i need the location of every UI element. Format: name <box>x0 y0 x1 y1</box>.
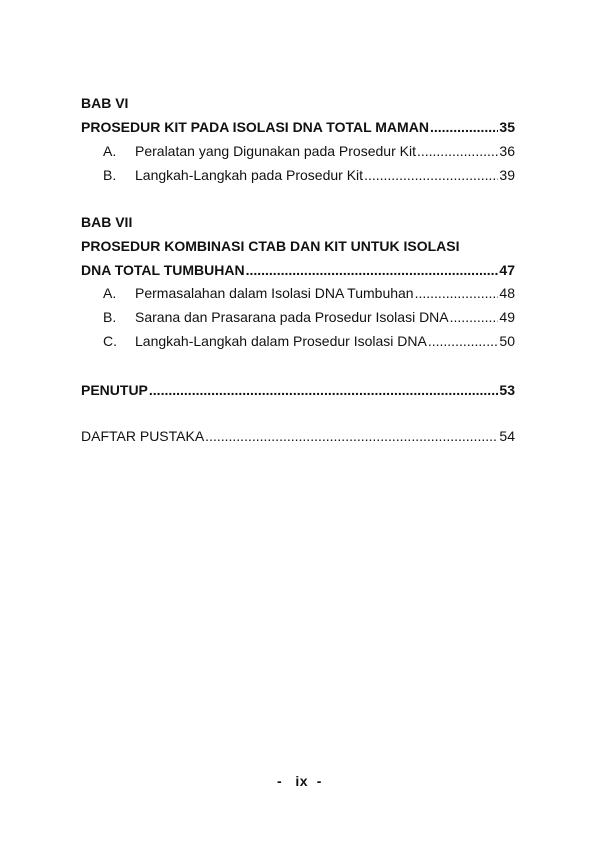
dot-leader <box>450 307 499 327</box>
chapter-6-heading: BAB VI <box>81 95 129 111</box>
chapter-7-page: 47 <box>499 262 515 278</box>
item-page: 36 <box>499 143 515 159</box>
daftar-pustaka-entry <box>81 426 515 446</box>
dot-leader <box>149 380 499 400</box>
item-title: Langkah-Langkah pada Prosedur Kit <box>135 167 364 183</box>
chapter-7-title-line2: DNA TOTAL TUMBUHAN <box>81 262 245 278</box>
dot-leader <box>364 165 498 185</box>
dot-leader <box>246 260 499 280</box>
dot-leader <box>415 283 499 303</box>
item-letter: B. <box>103 167 117 183</box>
item-page: 49 <box>499 309 515 325</box>
chapter-7-item-b <box>81 307 515 327</box>
daftar-pustaka-title: DAFTAR PUSTAKA <box>81 428 205 444</box>
daftar-pustaka-page: 54 <box>499 428 515 444</box>
chapter-7-item-a <box>81 283 515 303</box>
chapter-7-title-entry <box>81 260 515 280</box>
chapter-6-item-b <box>81 165 515 185</box>
chapter-6-page: 35 <box>499 119 515 135</box>
chapter-6-title-entry <box>81 117 515 137</box>
page-number: - ix - <box>277 773 322 789</box>
dot-leader <box>417 141 498 161</box>
chapter-7-title-line1: PROSEDUR KOMBINASI CTAB DAN KIT UNTUK ISOLASI <box>81 238 460 254</box>
penutup-entry <box>81 380 515 400</box>
dot-leader <box>430 117 498 137</box>
chapter-7-item-c <box>81 331 515 351</box>
dot-leader <box>205 426 498 446</box>
item-letter: B. <box>103 309 117 325</box>
chapter-6-title: PROSEDUR KIT PADA ISOLASI DNA TOTAL MAMAN <box>81 119 429 135</box>
item-title: Permasalahan dalam Isolasi DNA Tumbuhan <box>135 285 414 301</box>
dot-leader <box>428 331 499 351</box>
item-page: 48 <box>499 285 515 301</box>
chapter-6-item-a <box>81 141 515 161</box>
penutup-title: PENUTUP <box>81 382 148 398</box>
item-letter: C. <box>103 333 117 349</box>
item-title: Peralatan yang Digunakan pada Prosedur Kit <box>135 143 416 159</box>
item-letter: A. <box>103 143 117 159</box>
item-page: 39 <box>499 167 515 183</box>
penutup-page: 53 <box>499 382 515 398</box>
item-title: Langkah-Langkah dalam Prosedur Isolasi DNA <box>135 333 427 349</box>
item-page: 50 <box>499 333 515 349</box>
item-title: Sarana dan Prasarana pada Prosedur Isolasi DNA <box>135 309 449 325</box>
item-letter: A. <box>103 285 117 301</box>
chapter-7-heading: BAB VII <box>81 214 133 230</box>
